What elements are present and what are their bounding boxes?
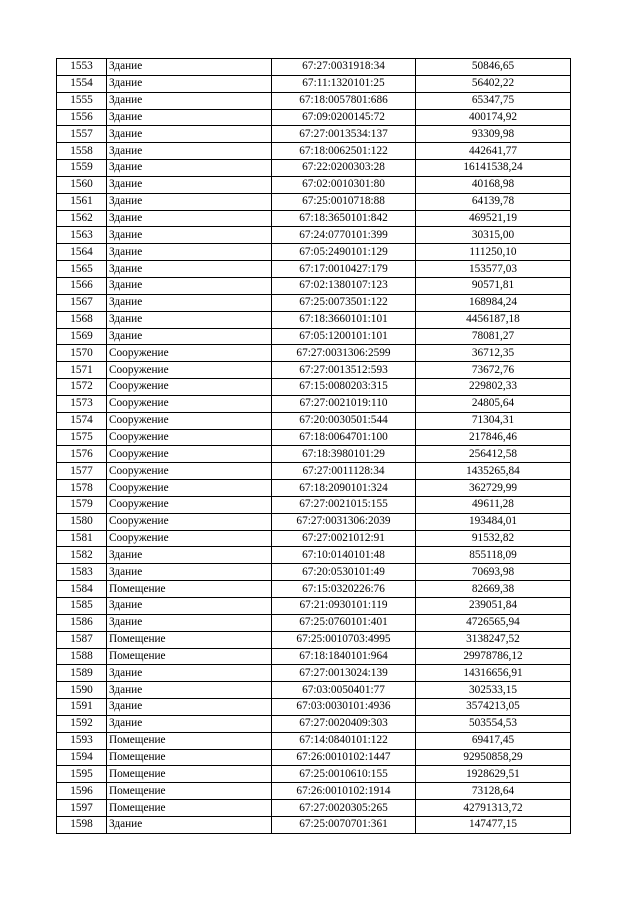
object-type-cell: Сооружение (107, 480, 272, 497)
table-row (57, 109, 571, 126)
row-number-cell: 1582 (57, 547, 107, 564)
object-type-cell: Здание (107, 277, 272, 294)
cadastral-value-cell: 4456187,18 (416, 311, 571, 328)
table-row (57, 160, 571, 177)
table-row (57, 59, 571, 76)
cadastral-number-cell: 67:15:0080203:315 (272, 379, 416, 396)
row-number-cell: 1553 (57, 59, 107, 76)
cadastral-value-cell: 70693,98 (416, 564, 571, 581)
cadastral-value-cell: 153577,03 (416, 261, 571, 278)
cadastral-number-cell: 67:18:0064701:100 (272, 429, 416, 446)
cadastral-value-cell: 82669,38 (416, 581, 571, 598)
row-number-cell: 1556 (57, 109, 107, 126)
row-number-cell: 1593 (57, 732, 107, 749)
cadastral-value-cell: 93309,98 (416, 126, 571, 143)
cadastral-number-cell: 67:27:0021012:91 (272, 530, 416, 547)
cadastral-value-cell: 16141538,24 (416, 160, 571, 177)
cadastral-value-cell: 73128,64 (416, 783, 571, 800)
table-row (57, 564, 571, 581)
cadastral-value-cell: 56402,22 (416, 75, 571, 92)
object-type-cell: Здание (107, 193, 272, 210)
object-type-cell: Сооружение (107, 463, 272, 480)
cadastral-number-cell: 67:15:0320226:76 (272, 581, 416, 598)
cadastral-number-cell: 67:11:1320101:25 (272, 75, 416, 92)
table-row (57, 126, 571, 143)
object-type-cell: Здание (107, 109, 272, 126)
object-type-cell: Сооружение (107, 379, 272, 396)
cadastral-value-cell: 14316656,91 (416, 665, 571, 682)
row-number-cell: 1564 (57, 244, 107, 261)
row-number-cell: 1568 (57, 311, 107, 328)
table-row (57, 244, 571, 261)
object-type-cell: Здание (107, 92, 272, 109)
cadastral-value-cell: 1928629,51 (416, 766, 571, 783)
cadastral-number-cell: 67:26:0010102:1914 (272, 783, 416, 800)
row-number-cell: 1573 (57, 395, 107, 412)
row-number-cell: 1557 (57, 126, 107, 143)
cadastral-number-cell: 67:18:3660101:101 (272, 311, 416, 328)
cadastral-value-cell: 40168,98 (416, 176, 571, 193)
object-type-cell: Здание (107, 598, 272, 615)
cadastral-value-cell: 302533,15 (416, 682, 571, 699)
cadastral-number-cell: 67:21:0930101:119 (272, 598, 416, 615)
cadastral-number-cell: 67:18:0062501:122 (272, 143, 416, 160)
cadastral-value-cell: 90571,81 (416, 277, 571, 294)
object-type-cell: Сооружение (107, 345, 272, 362)
table-row (57, 429, 571, 446)
row-number-cell: 1566 (57, 277, 107, 294)
table-row (57, 345, 571, 362)
cadastral-value-cell: 855118,09 (416, 547, 571, 564)
table-row (57, 261, 571, 278)
table-row (57, 395, 571, 412)
object-type-cell: Сооружение (107, 395, 272, 412)
cadastral-number-cell: 67:20:0530101:49 (272, 564, 416, 581)
table-row (57, 92, 571, 109)
cadastral-number-cell: 67:03:0030101:4936 (272, 699, 416, 716)
object-type-cell: Здание (107, 210, 272, 227)
cadastral-value-cell: 193484,01 (416, 513, 571, 530)
cadastral-number-cell: 67:18:2090101:324 (272, 480, 416, 497)
cadastral-number-cell: 67:05:1200101:101 (272, 328, 416, 345)
cadastral-number-cell: 67:09:0200145:72 (272, 109, 416, 126)
row-number-cell: 1569 (57, 328, 107, 345)
table-row (57, 766, 571, 783)
cadastral-value-cell: 147477,15 (416, 816, 571, 833)
row-number-cell: 1580 (57, 513, 107, 530)
cadastral-number-cell: 67:02:1380107:123 (272, 277, 416, 294)
cadastral-value-cell: 362729,99 (416, 480, 571, 497)
cadastral-number-cell: 67:25:0070701:361 (272, 816, 416, 833)
cadastral-value-cell: 503554,53 (416, 715, 571, 732)
row-number-cell: 1570 (57, 345, 107, 362)
object-type-cell: Помещение (107, 581, 272, 598)
object-type-cell: Сооружение (107, 446, 272, 463)
row-number-cell: 1598 (57, 816, 107, 833)
row-number-cell: 1572 (57, 379, 107, 396)
table-row (57, 412, 571, 429)
cadastral-number-cell: 67:27:0013534:137 (272, 126, 416, 143)
cadastral-value-cell: 168984,24 (416, 294, 571, 311)
cadastral-number-cell: 67:27:0021015:155 (272, 496, 416, 513)
cadastral-number-cell: 67:27:0013024:139 (272, 665, 416, 682)
row-number-cell: 1565 (57, 261, 107, 278)
row-number-cell: 1575 (57, 429, 107, 446)
cadastral-value-cell: 49611,28 (416, 496, 571, 513)
table-row (57, 75, 571, 92)
object-type-cell: Сооружение (107, 362, 272, 379)
cadastral-value-cell: 217846,46 (416, 429, 571, 446)
row-number-cell: 1560 (57, 176, 107, 193)
cadastral-value-cell: 4726565,94 (416, 614, 571, 631)
cadastral-value-cell: 73672,76 (416, 362, 571, 379)
object-type-cell: Сооружение (107, 412, 272, 429)
object-type-cell: Помещение (107, 766, 272, 783)
table-row (57, 598, 571, 615)
row-number-cell: 1563 (57, 227, 107, 244)
cadastral-number-cell: 67:27:0031918:34 (272, 59, 416, 76)
table-row (57, 446, 571, 463)
table-row (57, 699, 571, 716)
row-number-cell: 1585 (57, 598, 107, 615)
cadastral-number-cell: 67:02:0010301:80 (272, 176, 416, 193)
table-row (57, 379, 571, 396)
cadastral-value-cell: 3574213,05 (416, 699, 571, 716)
cadastral-value-cell: 3138247,52 (416, 631, 571, 648)
cadastral-number-cell: 67:20:0030501:544 (272, 412, 416, 429)
cadastral-number-cell: 67:18:0057801:686 (272, 92, 416, 109)
cadastral-number-cell: 67:27:0031306:2599 (272, 345, 416, 362)
cadastral-value-cell: 442641,77 (416, 143, 571, 160)
cadastral-number-cell: 67:25:0760101:401 (272, 614, 416, 631)
row-number-cell: 1567 (57, 294, 107, 311)
cadastral-value-cell: 50846,65 (416, 59, 571, 76)
table-row (57, 463, 571, 480)
row-number-cell: 1577 (57, 463, 107, 480)
table-row (57, 496, 571, 513)
cadastral-value-cell: 92950858,29 (416, 749, 571, 766)
cadastral-value-cell: 239051,84 (416, 598, 571, 615)
cadastral-number-cell: 67:25:0010703:4995 (272, 631, 416, 648)
cadastral-value-cell: 42791313,72 (416, 800, 571, 817)
row-number-cell: 1571 (57, 362, 107, 379)
object-type-cell: Сооружение (107, 496, 272, 513)
row-number-cell: 1554 (57, 75, 107, 92)
row-number-cell: 1592 (57, 715, 107, 732)
cadastral-number-cell: 67:05:2490101:129 (272, 244, 416, 261)
cadastral-value-cell: 64139,78 (416, 193, 571, 210)
table-row (57, 800, 571, 817)
row-number-cell: 1595 (57, 766, 107, 783)
property-register-table (56, 58, 571, 834)
table-row (57, 682, 571, 699)
row-number-cell: 1555 (57, 92, 107, 109)
object-type-cell: Сооружение (107, 429, 272, 446)
row-number-cell: 1596 (57, 783, 107, 800)
cadastral-number-cell: 67:27:0013512:593 (272, 362, 416, 379)
object-type-cell: Здание (107, 682, 272, 699)
object-type-cell: Помещение (107, 732, 272, 749)
cadastral-number-cell: 67:17:0010427:179 (272, 261, 416, 278)
table-row (57, 665, 571, 682)
cadastral-value-cell: 36712,35 (416, 345, 571, 362)
cadastral-number-cell: 67:24:0770101:399 (272, 227, 416, 244)
table-row (57, 480, 571, 497)
object-type-cell: Здание (107, 143, 272, 160)
object-type-cell: Здание (107, 59, 272, 76)
row-number-cell: 1597 (57, 800, 107, 817)
register-table-body (57, 59, 571, 834)
cadastral-number-cell: 67:27:0020409:303 (272, 715, 416, 732)
object-type-cell: Здание (107, 311, 272, 328)
row-number-cell: 1587 (57, 631, 107, 648)
object-type-cell: Здание (107, 261, 272, 278)
table-row (57, 513, 571, 530)
cadastral-number-cell: 67:18:3980101:29 (272, 446, 416, 463)
cadastral-number-cell: 67:27:0011128:34 (272, 463, 416, 480)
table-row (57, 143, 571, 160)
table-row (57, 193, 571, 210)
cadastral-number-cell: 67:25:0010718:88 (272, 193, 416, 210)
cadastral-number-cell: 67:27:0020305:265 (272, 800, 416, 817)
row-number-cell: 1581 (57, 530, 107, 547)
cadastral-number-cell: 67:10:0140101:48 (272, 547, 416, 564)
row-number-cell: 1583 (57, 564, 107, 581)
object-type-cell: Помещение (107, 783, 272, 800)
object-type-cell: Здание (107, 126, 272, 143)
object-type-cell: Здание (107, 176, 272, 193)
object-type-cell: Сооружение (107, 530, 272, 547)
row-number-cell: 1558 (57, 143, 107, 160)
row-number-cell: 1591 (57, 699, 107, 716)
row-number-cell: 1578 (57, 480, 107, 497)
object-type-cell: Здание (107, 244, 272, 261)
cadastral-number-cell: 67:22:0200303:28 (272, 160, 416, 177)
table-row (57, 783, 571, 800)
cadastral-number-cell: 67:14:0840101:122 (272, 732, 416, 749)
table-row (57, 530, 571, 547)
cadastral-value-cell: 29978786,12 (416, 648, 571, 665)
table-row (57, 648, 571, 665)
table-row (57, 816, 571, 833)
row-number-cell: 1562 (57, 210, 107, 227)
table-row (57, 227, 571, 244)
row-number-cell: 1574 (57, 412, 107, 429)
cadastral-value-cell: 469521,19 (416, 210, 571, 227)
table-row (57, 715, 571, 732)
cadastral-number-cell: 67:25:0010610:155 (272, 766, 416, 783)
cadastral-value-cell: 69417,45 (416, 732, 571, 749)
row-number-cell: 1584 (57, 581, 107, 598)
cadastral-number-cell: 67:27:0021019:110 (272, 395, 416, 412)
object-type-cell: Здание (107, 816, 272, 833)
cadastral-value-cell: 78081,27 (416, 328, 571, 345)
cadastral-number-cell: 67:26:0010102:1447 (272, 749, 416, 766)
table-row (57, 614, 571, 631)
row-number-cell: 1561 (57, 193, 107, 210)
object-type-cell: Помещение (107, 749, 272, 766)
cadastral-number-cell: 67:03:0050401:77 (272, 682, 416, 699)
table-row (57, 749, 571, 766)
object-type-cell: Помещение (107, 648, 272, 665)
table-row (57, 631, 571, 648)
object-type-cell: Здание (107, 547, 272, 564)
row-number-cell: 1579 (57, 496, 107, 513)
cadastral-value-cell: 91532,82 (416, 530, 571, 547)
cadastral-number-cell: 67:18:1840101:964 (272, 648, 416, 665)
table-row (57, 277, 571, 294)
object-type-cell: Здание (107, 294, 272, 311)
row-number-cell: 1559 (57, 160, 107, 177)
cadastral-value-cell: 71304,31 (416, 412, 571, 429)
cadastral-value-cell: 24805,64 (416, 395, 571, 412)
row-number-cell: 1588 (57, 648, 107, 665)
table-row (57, 581, 571, 598)
table-row (57, 311, 571, 328)
row-number-cell: 1586 (57, 614, 107, 631)
object-type-cell: Здание (107, 564, 272, 581)
cadastral-value-cell: 229802,33 (416, 379, 571, 396)
row-number-cell: 1589 (57, 665, 107, 682)
cadastral-number-cell: 67:27:0031306:2039 (272, 513, 416, 530)
row-number-cell: 1576 (57, 446, 107, 463)
object-type-cell: Помещение (107, 631, 272, 648)
object-type-cell: Здание (107, 328, 272, 345)
table-row (57, 176, 571, 193)
table-row (57, 547, 571, 564)
object-type-cell: Помещение (107, 800, 272, 817)
table-row (57, 294, 571, 311)
object-type-cell: Здание (107, 665, 272, 682)
table-row (57, 362, 571, 379)
object-type-cell: Сооружение (107, 513, 272, 530)
cadastral-number-cell: 67:25:0073501:122 (272, 294, 416, 311)
table-row (57, 210, 571, 227)
object-type-cell: Здание (107, 699, 272, 716)
object-type-cell: Здание (107, 227, 272, 244)
table-row (57, 328, 571, 345)
cadastral-value-cell: 256412,58 (416, 446, 571, 463)
cadastral-number-cell: 67:18:3650101:842 (272, 210, 416, 227)
row-number-cell: 1590 (57, 682, 107, 699)
cadastral-value-cell: 111250,10 (416, 244, 571, 261)
object-type-cell: Здание (107, 160, 272, 177)
row-number-cell: 1594 (57, 749, 107, 766)
cadastral-value-cell: 1435265,84 (416, 463, 571, 480)
cadastral-value-cell: 30315,00 (416, 227, 571, 244)
cadastral-value-cell: 65347,75 (416, 92, 571, 109)
object-type-cell: Здание (107, 715, 272, 732)
cadastral-value-cell: 400174,92 (416, 109, 571, 126)
object-type-cell: Здание (107, 614, 272, 631)
table-row (57, 732, 571, 749)
object-type-cell: Здание (107, 75, 272, 92)
